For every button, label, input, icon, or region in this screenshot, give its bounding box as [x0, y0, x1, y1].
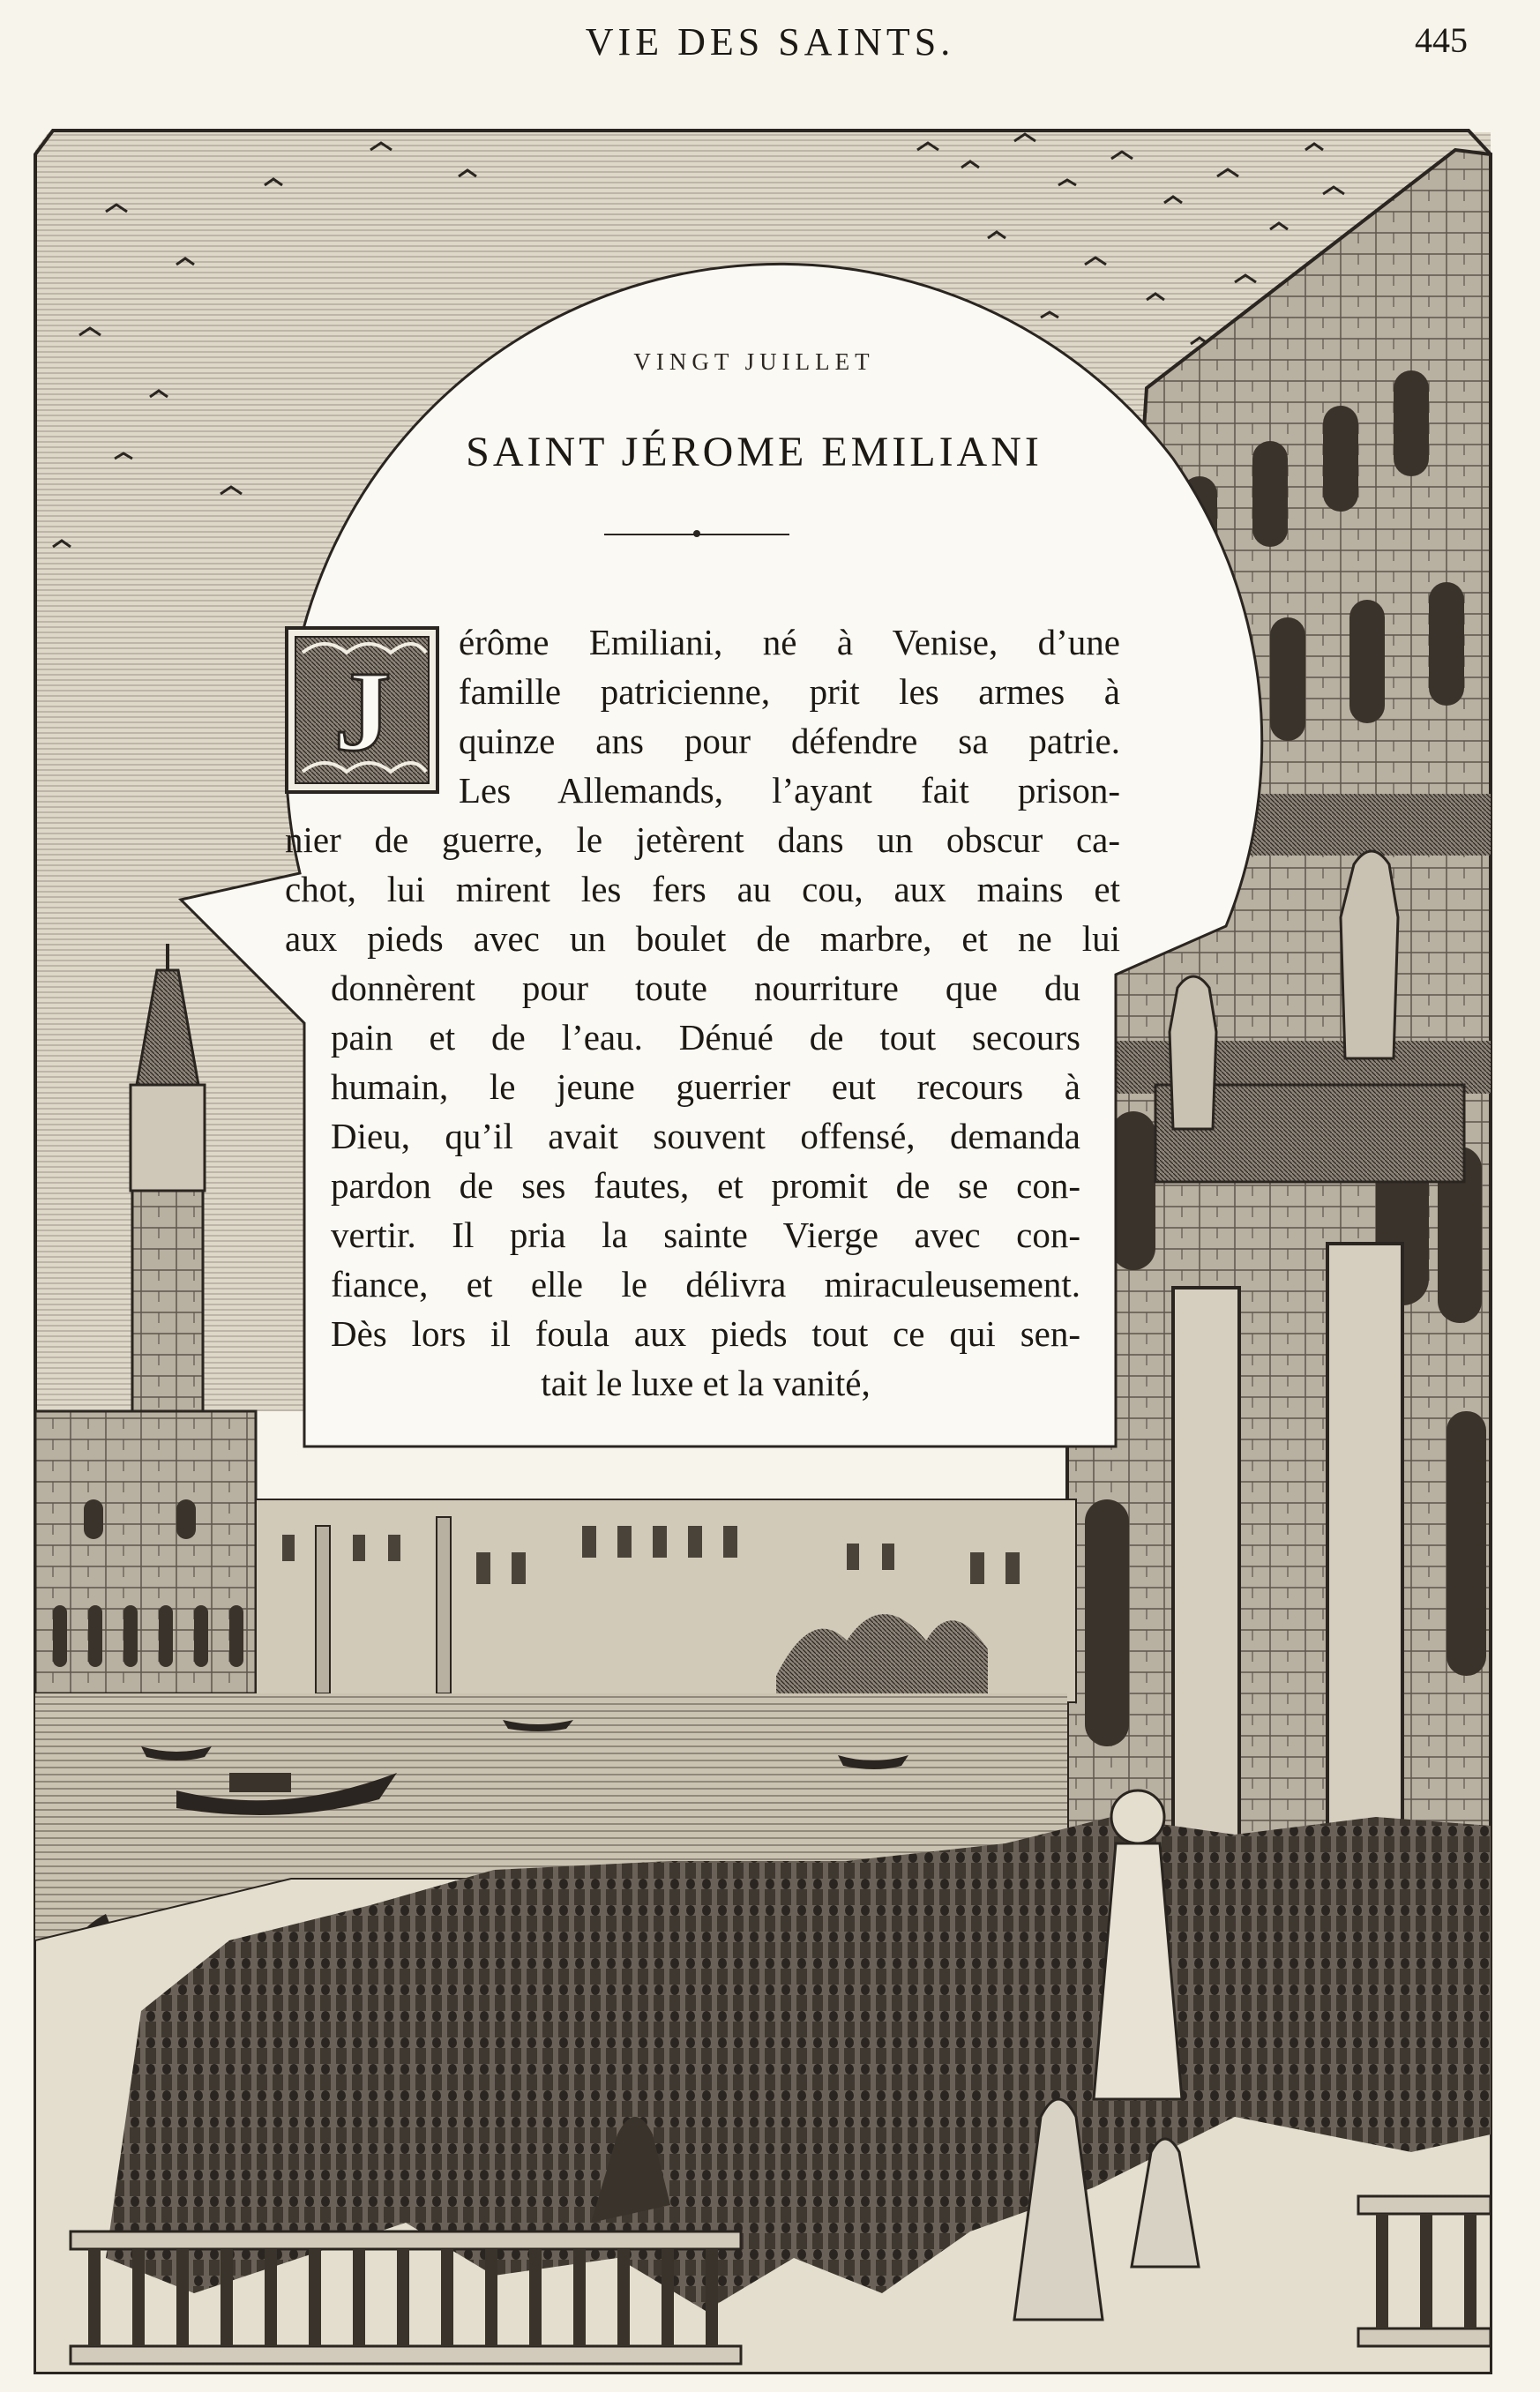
text-line: pain et de l’eau. Dénué de tout secours: [331, 1017, 1080, 1058]
text-line: famille patricienne, prit les armes à: [459, 671, 1120, 712]
saint-title: SAINT JÉROME EMILIANI: [466, 429, 1043, 475]
text-line: érôme Emiliani, né à Venise, d’une: [459, 622, 1120, 662]
text-line: humain, le jeune guerrier eut recours à: [331, 1066, 1080, 1107]
text-line: aux pieds avec un boulet de marbre, et ne lui: [285, 918, 1120, 959]
text-line: pardon de ses fautes, et promit de se con-: [331, 1165, 1080, 1206]
page-number: 445: [1415, 20, 1468, 60]
dropcap-letter: J: [333, 648, 392, 775]
feast-date: VINGT JUILLET: [633, 348, 875, 375]
dropcap-ornament: [285, 626, 439, 794]
text-line-last: tait le luxe et la vanité,: [541, 1363, 871, 1403]
text-line: Dès lors il foula aux pieds tout ce qui sen-: [331, 1313, 1080, 1354]
text-line: quinze ans pour défendre sa patrie.: [459, 721, 1120, 761]
text-line: donnèrent pour toute nourriture que du: [331, 968, 1080, 1008]
text-line: nier de guerre, le jetèrent dans un obscur ca-: [285, 819, 1120, 860]
text-line: fiance, et elle le délivra miraculeusement.: [331, 1264, 1080, 1304]
running-title: VIE DES SAINTS.: [585, 20, 955, 64]
text-line: chot, lui mirent les fers au cou, aux mains et: [285, 869, 1120, 909]
text-line: vertir. Il pria la sainte Vierge avec con-: [331, 1215, 1080, 1255]
text-line: Les Allemands, l’ayant fait prison-: [459, 770, 1120, 811]
title-divider-ornament: [693, 530, 700, 537]
text-line: Dieu, qu’il avait souvent offensé, demanda: [331, 1116, 1080, 1156]
